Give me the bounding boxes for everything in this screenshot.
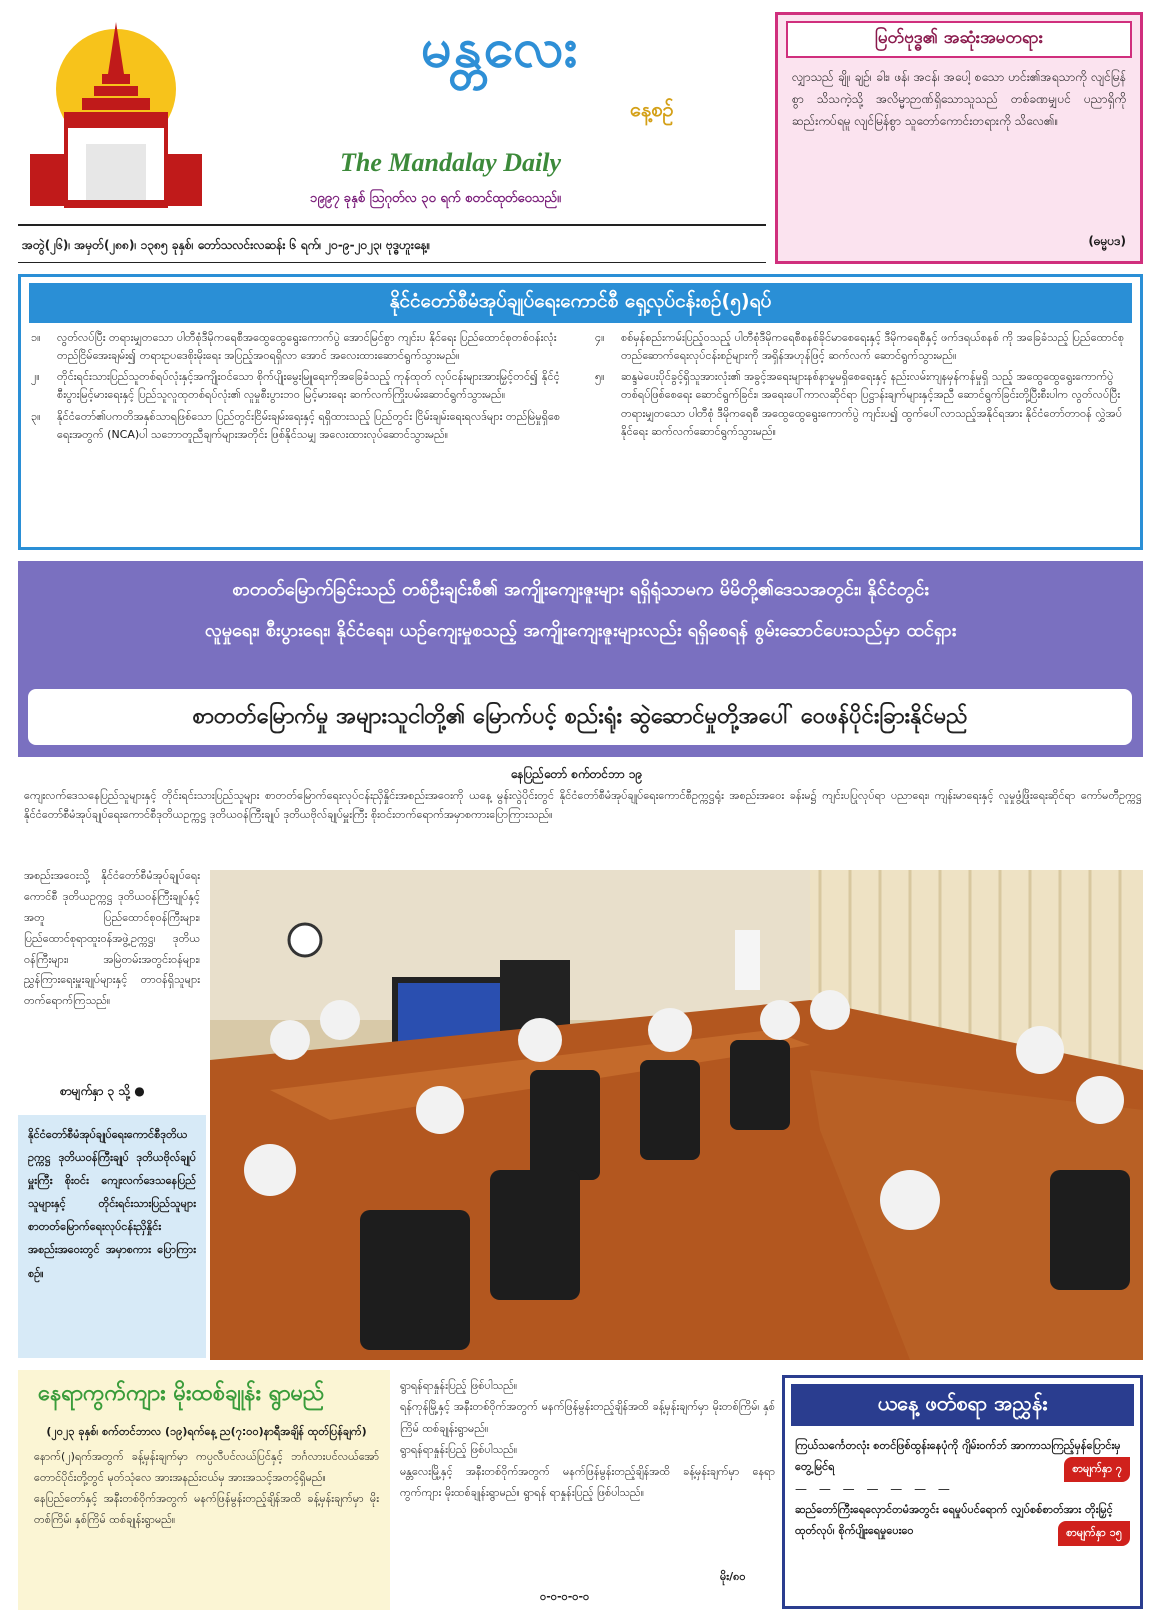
weather-paragraph: ရွာရန်ရာနှုန်းပြည့် ဖြစ်ပါသည်။ — [400, 1443, 518, 1457]
objective-number: ၁။ — [31, 331, 41, 344]
weather-continued — [400, 1375, 775, 1504]
banner-line: လူမှုရေး၊ စီးပွားရေး၊ နိုင်ငံရေး၊ ယဉ်ကျေးမှုစသည့် အကျိုးကျေးဇူးများလည်း ရရှိစေရန် စွမ်းဆောင်ပေးသည်မှာ ထင်ရှား — [204, 620, 957, 641]
issue-dateline: အတွဲ(၂၆)၊ အမှတ်(၂၈၈)၊ ၁၃၈၅ ခုနှစ်၊ တော်သလင်းလဆန်း ၆ ရက်၊ ၂၀-၉-၂၀၂၃၊ ဗုဒ္ဓဟူးနေ့။ — [22, 238, 431, 252]
weather-subtitle: (၂၀၂၃ ခုနှစ်၊ စက်တင်ဘာလ (၁၉)ရက်နေ့ ည(၇:၀၀)နာရီအချိန် ထုတ်ပြန်ချက်) — [46, 1425, 367, 1438]
contents-item[interactable] — [785, 1432, 1140, 1482]
objective-item — [595, 329, 1130, 365]
literacy-banner — [18, 561, 1143, 757]
objectives-column-left — [31, 329, 566, 447]
objective-number: ၄။ — [595, 331, 605, 344]
article-dateline: နေပြည်တော် စက်တင်ဘာ ၁၉ — [510, 767, 643, 781]
contents-item-text: ဆည်တော်ကြီးရေလှောင်တမံအတွင်း ရေမှုပ်ပင်ရောက် လျှပ်စစ်စာတ်အား တိုးမြှင့်ထုတ်လုပ်၊ စိုက်ပျိုးရေမှုပေးဝေ — [795, 1502, 1113, 1537]
objectives-box — [18, 274, 1143, 550]
weather-paragraph: ရွာရန်ရာနှုန်းပြည့် ဖြစ်ပါသည်။ — [400, 1379, 518, 1392]
proverb-title: မြတ်ဗုဒ္ဓ၏ အဆုံးအမတရား — [786, 21, 1132, 58]
objective-number: ၅။ — [595, 370, 605, 384]
banner-line: စာတတ်မြောက်ခြင်းသည် တစ်ဦးချင်းစီ၏ အကျိုးကျေးဇူးများ ရရှိရုံသာမက မိမိတို့၏ဒေသအတွင်း၊ နိုင်ငံတွင်း — [232, 579, 929, 600]
objectives-column-right — [595, 329, 1130, 444]
page-tag[interactable]: စာမျက်နှာ ၇ — [1064, 1457, 1130, 1482]
article-lead: ကျေးလက်ဒေသနေပြည်သူများနှင့် တိုင်းရင်းသားပြည်သူများ စာတတ်မြောက်ရေးလုပ်ငန်းညှိနှိုင်းအစည်းအဝေးကို ယနေ့ မွန်းလွဲပိုင်းတွင် နိုင်ငံတော်စီမံအုပ်ချုပ်ရေးကောင်စီဥက္ကဋ္ဌရုံး အစည်းအဝေး ခန်းမ၌ ကျင်းပပြုလုပ်ရာ ပညာရေး၊ ကျန်းမာရေးနှင့် လူမှုဖွံ့ဖြိုးရေးဆိုင်ရာ ကော်မတီဥက္ကဋ္ဌ နိုင်ငံတော်စီမံအုပ်ချုပ်ရေးကောင်စီဒုတိယဥက္ကဋ္ဌ ဒုတိယဝန်ကြီးချုပ် ဒုတိယဗိုလ်ချုပ်မှူးကြီး စိုးဝင်းတက်ရောက်အမှာစကားပြောကြားသည်။ — [24, 789, 1142, 822]
proverb-source: (ဓမ္မပဒ) — [1088, 234, 1126, 248]
weather-title: နေရာကွက်ကျား မိုးထစ်ချုန်း ရွာမည် — [38, 1381, 325, 1406]
divider — [18, 262, 766, 263]
weather-box — [18, 1370, 390, 1610]
weather-paragraph: နောက်(၂)ရက်အတွက် ခန့်မှန်းချက်မှာ ကပ္ပလီပင်လယ်ပြင်နှင့် ဘင်္ဂလားပင်လယ်အော်တောင်ပိုင်းတို့တွင် မုတ်သုံလေ အားအနည်းငယ်မှ အားအသင့်အတင့်ရှိမည်။ — [34, 1449, 379, 1484]
weather-text — [34, 1422, 379, 1530]
objective-item — [31, 329, 566, 365]
masthead-subtitle: နေ့စဉ် — [630, 97, 674, 121]
meeting-photo — [210, 870, 1143, 1360]
masthead-english-title: The Mandalay Daily — [340, 148, 561, 177]
objective-number: ၂။ — [31, 370, 40, 384]
banner-headline: စာတတ်မြောက်မှု အများသူငါတို့၏ မြောက်ပင့် စည်းရုံး ဆွဲဆောင်မှုတို့အပေါ် ဝေဖန်ပိုင်းခြားနိုင်မည် — [28, 689, 1132, 745]
photo-caption: နိုင်ငံတော်စီမံအုပ်ချုပ်ရေးကောင်စီဒုတိယဥက္ကဋ္ဌ ဒုတိယဝန်ကြီးချုပ် ဒုတိယဗိုလ်ချုပ်မှူးကြီး စိုးဝင်း ကျေးလက်ဒေသနေပြည်သူများနှင့် တိုင်းရင်းသားပြည်သူများ စာတတ်မြောက်ရေးလုပ်ငန်းညှိနှိုင်းအစည်းအဝေးတွင် အမှာစကား ပြောကြားစဉ်။ — [18, 1115, 206, 1358]
masthead-title: မန္တလေး — [420, 15, 580, 79]
weather-signature: မိုး/၈၀ — [720, 1570, 746, 1583]
objective-text: နိုင်ငံတော်၏ပကတိအနှစ်သာရဖြစ်သော ပြည်တွင်းငြိမ်းချမ်းရေးနှင့် ရရှိထားသည့် ပြည်တွင်း ငြိမ်းချမ်းရေးရလဒ်များ တည်မြဲမှုရှိစေရေးအတွက် (NCA)ပါ သဘောတူညီချက်များအတိုင်း ဖြစ်နိုင်သမျှ အလေးထားလုပ်ဆောင်သွားမည်။ — [57, 409, 561, 441]
contents-box — [782, 1375, 1143, 1609]
divider — [18, 224, 766, 226]
objective-text: ဆန္ဒမဲပေးပိုင်ခွင့်ရှိသူအားလုံး၏ အခွင့်အရေးများနစ်နာမှုမရှိစေရေးနှင့် နည်းလမ်းကျနမှန်ကန်မှုရှိ သည့် အထွေထွေရွေးကောက်ပွဲတစ်ရပ်ဖြစ်စေရေး ဆောင်ရွက်ခြင်း၊ အရေးပေါ်ကာလဆိုင်ရာ ပြဋ္ဌာန်းချက်များနှင့်အညီ ဆောင်ရွက်ခြင်းတို့ပြီးစီးပါက လွတ်လပ်ပြီး တရားမျှတသော ပါတီစုံ ဒီမိုကရေစီ အထွေထွေရွေးကောက်ပွဲ ကျင်းပ၍ ထွက်ပေါ်လာသည့်အနိုင်ရအား နိုင်ငံတော်တာဝန် လွှဲအပ်နိုင်ရေး ဆက်လက်ဆောင်ရွက်သွားမည်။ — [621, 370, 1123, 438]
proverb-text: လျှာသည် ချို၊ ချဉ်၊ ခါး၊ ဖန်၊ အငန်၊ အပေါ့ စသော ဟင်း၏အရသာကို လျင်မြန်စွာ သိသကဲ့သို့ အလိမ္မာဉာဏ်ရှိသောသူသည် တစ်ခဏမျှပင် ပညာရှိကို ဆည်းကပ်ရမူ လျင်မြန်စွာ သူတော်ကောင်းတရားကို သိလေ၏။ — [792, 70, 1126, 129]
weather-paragraph: နေပြည်တော်နှင့် အနီးတစ်ဝိုက်အတွက် မနက်ဖြန်မွန်းတည့်ချိန်အထိ ခန့်မှန်းချက်မှာ မိုးတစ်ကြိမ်၊ နှစ်ကြိမ် ထစ်ချုန်းရွာမည်။ — [34, 1491, 379, 1526]
objective-text: စစ်မှန်စည်းကမ်းပြည့်ဝသည့် ပါတီစုံဒီမိုကရေစီစနစ်ခိုင်မာစေရေးနှင့် ဒီမိုကရေစီနှင့် ဖက်ဒရယ်စနစ် ကို အခြေခံသည့် ပြည်ထောင်စုတည်ဆောက်ရေးလုပ်ငန်းစဉ်များကို အရှိန်အဟုန်ဖြင့် ဆက်လက် ဆောင်ရွက်သွားမည်။ — [621, 331, 1125, 363]
page-tag[interactable]: စာမျက်နှာ ၁၅ — [1058, 1521, 1130, 1546]
masthead-established: ၁၉၉၇ ခုနှစ် ဩဂုတ်လ ၃၀ ရက် စတင်ထုတ်ဝေသည်။ — [310, 191, 561, 206]
contents-item[interactable] — [785, 1496, 1140, 1546]
proverb-box — [775, 12, 1143, 264]
objective-number: ၃။ — [31, 409, 41, 423]
objective-text: တိုင်းရင်းသားပြည်သူတစ်ရပ်လုံးနှင့်အကျိုးဝင်သော စိုက်ပျိုးမွေးမြူရေးကိုအခြေခံသည့် ကုန်ထုတ် လုပ်ငန်းများအားမြှင့်တင်၍ နိုင်ငံ့စီးပွားမြင့်မားရေးနှင့် ပြည်သူလူထုတစ်ရပ်လုံး၏ လူမှုစီးပွားဘဝ မြင့်မားရေး ဆက်လက်ကြိုးပမ်းဆောင်ရွက်သွားမည်။ — [57, 370, 560, 402]
divider: — — — — — — — — [795, 1481, 954, 1496]
continued-marker[interactable]: စာမျက်နှာ ၃ သို့ ● — [60, 1084, 145, 1098]
contents-item-text: ကြယ်သင်္ကေတလုံး စတင်ဖြစ်ထွန်းနေပုံကို ဂျိမ်းဝက်ဘ် အာကာသကြည့်မှန်ပြောင်းမှ တွေ့မြင်ရ — [795, 1439, 1121, 1473]
objective-text: လွတ်လပ်ပြီး တရားမျှတသော ပါတီစုံဒီမိုကရေစီအထွေထွေရွေးကောက်ပွဲ အောင်မြင်စွာ ကျင်းပ နိုင်ရေး ပြည်ထောင်စုတစ်ဝန်းလုံး တည်ငြိမ်အေးချမ်း၍ တရားဥပဒေစိုးမိုးရေး အပြည့်အဝရရှိလာ အောင် အလေးထားဆောင်ရွက်သွားမည်။ — [57, 331, 557, 363]
objective-item — [31, 408, 566, 444]
objective-item — [595, 368, 1130, 441]
objective-item — [31, 368, 566, 404]
weather-paragraph: မန္တလေးမြို့နှင့် အနီးတစ်ဝိုက်အတွက် မနက်ဖြန်မွန်းတည့်ချိန်အထိ ခန့်မှန်းချက်မှာ နေရာကွက်ကျား မိုးထစ်ချုန်းရွာမည်။ ရွာရန် ရာနှုန်းပြည့် ဖြစ်ပါသည်။ — [400, 1464, 775, 1500]
end-mark: ၀-၀-၀-၀-၀ — [540, 1590, 590, 1603]
weather-paragraph: ရန်ကုန်မြို့နှင့် အနီးတစ်ဝိုက်အတွက် မနက်ဖြန်မွန်းတည့်ချိန်အထိ ခန့်မှန်းချက်မှာ မိုးတစ်ကြိမ်၊ နှစ်ကြိမ် ထစ်ချုန်းရွာမည်။ — [400, 1400, 775, 1435]
article-side-text: အစည်းအဝေးသို့ နိုင်ငံတော်စီမံအုပ်ချုပ်ရေးကောင်စီ ဒုတိယဥက္ကဋ္ဌ ဒုတိယဝန်ကြီးချုပ်နှင့်အတူ ပြည်ထောင်စုဝန်ကြီးများ၊ ပြည်ထောင်စုရာထူးဝန်အဖွဲ့ဥက္ကဋ္ဌ၊ ဒုတိယဝန်ကြီးများ၊ အမြဲတမ်းအတွင်းဝန်များ၊ ညွှန်ကြားရေးမှူးချုပ်များနှင့် တာဝန်ရှိသူများ တက်ရောက်ကြသည်။ — [24, 869, 200, 1008]
masthead — [10, 8, 765, 218]
objectives-title: နိုင်ငံတော်စီမံအုပ်ချုပ်ရေးကောင်စီ ရှေ့လုပ်ငန်းစဉ်(၅)ရပ် — [29, 283, 1132, 323]
pagoda-logo — [16, 14, 216, 209]
contents-title: ယနေ့ ဖတ်စရာ အညွှန်း — [791, 1384, 1134, 1426]
